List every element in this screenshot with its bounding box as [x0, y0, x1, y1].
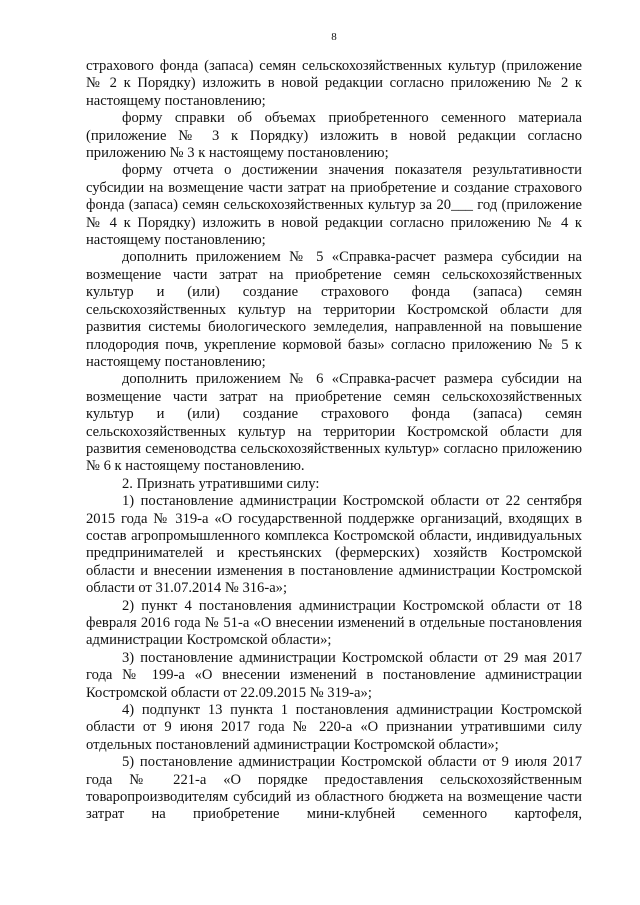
paragraph-2: форму справки об объемах приобретенного семенного материала (приложение № 3 к Порядку) изложить в новой редакции согласно приложению № 3 к настоящему постановлению;: [86, 110, 582, 162]
paragraph-11: 5) постановление администрации Костромской области от 9 июля 2017 года № 221-а «О порядке предоставления сельскохозяйственным товаропроизводителям субсидий из областного бюджета на возмещение части затрат на приобретение мини-клубней семенного картофеля,: [86, 754, 582, 823]
paragraph-5: дополнить приложением № 6 «Справка-расчет размера субсидии на возмещение части затрат на приобретение семян сельскохозяйственных культур и (или) создание страхового фонда (запаса) семян сельскохозяйственных культур на территории Костромской области для развития семеноводства сельскохозяйственных культур» согласно приложению № 6 к настоящему постановлению.: [86, 371, 582, 475]
paragraph-3: форму отчета о достижении значения показателя результативности субсидии на возмещение части затрат на приобретение и создание страхового фонда (запаса) семян сельскохозяйственных культур за 20___ год (приложение № 4 к Порядку) изложить в новой редакции согласно приложению № 4 к настоящему постановлению;: [86, 162, 582, 249]
paragraph-1: страхового фонда (запаса) семян сельскохозяйственных культур (приложение № 2 к Порядку) изложить в новой редакции согласно приложению № 2 к настоящему постановлению;: [86, 58, 582, 109]
document-page: [86, 30, 582, 824]
paragraph-8: 2) пункт 4 постановления администрации Костромской области от 18 февраля 2016 года № 51-а «О внесении изменений в отдельные постановления администрации Костромской области»;: [86, 597, 582, 649]
paragraph-4: дополнить приложением № 5 «Справка-расчет размера субсидии на возмещение части затрат на приобретение семян сельскохозяйственных культур и (или) создание страхового фонда (запаса) семян сельскохозяйственных культур на территории Костромской области для развития системы биологического земледелия, направленной на повышение плодородия почв, укрепление кормовой базы» согласно приложению № 5 к настоящему постановлению;: [86, 249, 582, 370]
paragraph-10: 4) подпункт 13 пункта 1 постановления администрации Костромской области от 9 июня 2017 года № 220-а «О признании утратившими силу отдельных постановлений администрации Костромской области»;: [86, 702, 582, 753]
paragraph-6: 2. Признать утратившими силу:: [122, 475, 320, 492]
paragraph-9: 3) постановление администрации Костромской области от 29 мая 2017 года № 199-а «О внесении изменений в постановление администрации Костромской области от 22.09.2015 № 319-а»;: [86, 649, 582, 701]
paragraph-7: 1) постановление администрации Костромской области от 22 сентября 2015 года № 319-а «О государственной поддержке организаций, входящих в состав агропромышленного комплекса Костромской области, индивидуальных предпринимателей и крестьянских (фермерских) хозяйств Костромской области и внесении изменения в постановление администрации Костромской области от 31.07.2014 № 316-а»;: [86, 493, 582, 597]
page-number: 8: [331, 31, 337, 43]
